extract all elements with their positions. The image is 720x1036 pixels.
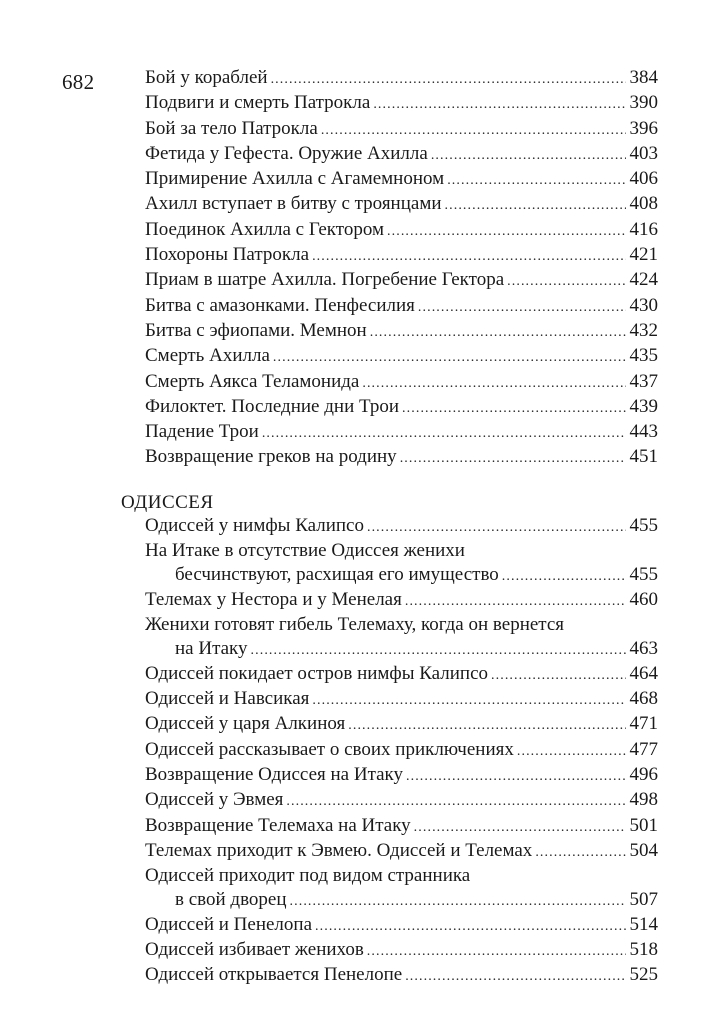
toc-entry bbox=[121, 344, 658, 369]
toc-entry-title: Смерть Аякса Теламонида bbox=[145, 370, 360, 392]
toc-entry-title: Одиссей приходит под видом странника bbox=[145, 865, 471, 887]
toc-entry-page: 471 bbox=[629, 713, 658, 735]
toc-entry bbox=[121, 91, 658, 116]
toc-entry-page: 421 bbox=[629, 244, 658, 266]
toc-entry-page: 424 bbox=[629, 269, 658, 291]
leader-dots bbox=[447, 169, 626, 192]
toc-entry bbox=[121, 218, 658, 243]
toc-entry-title: Филоктет. Последние дни Трои bbox=[145, 395, 400, 417]
toc-entry-page: 406 bbox=[629, 168, 658, 190]
toc-entry bbox=[121, 938, 658, 963]
toc-entry-page: 396 bbox=[629, 117, 658, 139]
toc-entry bbox=[121, 514, 658, 539]
toc-entry-title-continued: на Итаку bbox=[175, 637, 248, 659]
leader-dots bbox=[517, 740, 626, 763]
leader-dots bbox=[418, 296, 626, 319]
toc-entry-page: 463 bbox=[629, 637, 658, 659]
leader-dots bbox=[414, 816, 626, 839]
toc-entry-page: 507 bbox=[629, 888, 658, 910]
toc-entry bbox=[121, 814, 658, 839]
leader-dots bbox=[312, 245, 626, 268]
toc-entry-title: Битва с эфиопами. Мемнон bbox=[145, 319, 367, 341]
toc-entry bbox=[121, 66, 658, 91]
leader-dots bbox=[321, 119, 626, 142]
leader-dots bbox=[400, 447, 626, 470]
toc-entry-title: Одиссей открывается Пенелопе bbox=[145, 964, 403, 986]
toc-entry-title: Смерть Ахилла bbox=[145, 345, 270, 367]
section-title-odyssey: ОДИССЕЯ bbox=[121, 491, 214, 513]
leader-dots bbox=[491, 664, 626, 687]
toc-part-odyssey bbox=[121, 514, 658, 989]
toc-entry-title: Телемах у Нестора и у Менелая bbox=[145, 588, 402, 610]
toc-entry-page: 504 bbox=[629, 839, 658, 861]
toc-entry-page: 403 bbox=[629, 142, 658, 164]
toc-entry-title: Падение Трои bbox=[145, 421, 259, 443]
toc-entry bbox=[121, 395, 658, 420]
toc-entry-title: Возвращение Телемаха на Итаку bbox=[145, 814, 411, 836]
toc-entry-page: 477 bbox=[629, 738, 658, 760]
page-number: 682 bbox=[62, 70, 95, 94]
toc-entry-page: 430 bbox=[629, 294, 658, 316]
toc-entry bbox=[121, 420, 658, 445]
toc-entry bbox=[121, 687, 658, 712]
leader-dots bbox=[286, 790, 626, 813]
leader-dots bbox=[290, 890, 626, 913]
toc-entry-title: Подвиги и смерть Патрокла bbox=[145, 92, 371, 114]
table-of-contents bbox=[121, 66, 658, 989]
toc-entry bbox=[121, 864, 658, 913]
toc-entry-page: 443 bbox=[629, 421, 658, 443]
leader-dots bbox=[367, 516, 626, 539]
toc-entry bbox=[121, 539, 658, 588]
toc-entry-page: 518 bbox=[629, 939, 658, 961]
toc-entry-page: 460 bbox=[629, 588, 658, 610]
toc-entry-title: На Итаке в отсутствие Одиссея женихи bbox=[145, 540, 465, 562]
toc-entry-title: Битва с амазонками. Пенфесилия bbox=[145, 294, 415, 316]
toc-entry-page: 525 bbox=[629, 964, 658, 986]
toc-entry bbox=[121, 588, 658, 613]
toc-entry bbox=[121, 662, 658, 687]
toc-entry bbox=[121, 788, 658, 813]
toc-entry-page: 468 bbox=[629, 688, 658, 710]
leader-dots bbox=[405, 965, 626, 988]
toc-entry-title-continued: в свой дворец bbox=[175, 888, 287, 910]
toc-entry-page: 437 bbox=[629, 370, 658, 392]
toc-entry-page: 435 bbox=[629, 345, 658, 367]
leader-dots bbox=[405, 590, 626, 613]
leader-dots bbox=[271, 68, 626, 91]
toc-entry-page: 390 bbox=[629, 92, 658, 114]
toc-entry-title: Приам в шатре Ахилла. Погребение Гектора bbox=[145, 269, 505, 291]
toc-entry bbox=[121, 963, 658, 988]
leader-dots bbox=[262, 422, 626, 445]
toc-entry bbox=[121, 117, 658, 142]
leader-dots bbox=[312, 689, 626, 712]
toc-entry-title: Фетида у Гефеста. Оружие Ахилла bbox=[145, 142, 428, 164]
leader-dots bbox=[387, 220, 626, 243]
leader-dots bbox=[367, 940, 626, 963]
toc-entry-page: 384 bbox=[629, 67, 658, 88]
toc-entry bbox=[121, 445, 658, 470]
toc-entry-title: Телемах приходит к Эвмею. Одиссей и Телемах bbox=[145, 839, 533, 861]
leader-dots bbox=[535, 841, 626, 864]
toc-entry-page: 408 bbox=[629, 193, 658, 215]
toc-entry-title: Одиссей рассказывает о своих приключениях bbox=[145, 738, 514, 760]
toc-entry bbox=[121, 370, 658, 395]
toc-entry-title: Бой за тело Патрокла bbox=[145, 117, 318, 139]
toc-entry-page: 439 bbox=[629, 395, 658, 417]
toc-entry-page: 416 bbox=[629, 218, 658, 240]
leader-dots bbox=[362, 372, 626, 395]
toc-entry-title: Одиссей и Навсикая bbox=[145, 688, 310, 710]
toc-entry-title: Примирение Ахилла с Агамемноном bbox=[145, 168, 445, 190]
toc-entry bbox=[121, 268, 658, 293]
toc-entry-page: 455 bbox=[629, 515, 658, 537]
leader-dots bbox=[406, 765, 626, 788]
toc-entry-page: 455 bbox=[629, 563, 658, 585]
toc-entry-title: Ахилл вступает в битву с троянцами bbox=[145, 193, 442, 215]
leader-dots bbox=[502, 565, 626, 588]
leader-dots bbox=[431, 144, 626, 167]
toc-entry-title: Похороны Патрокла bbox=[145, 244, 310, 266]
toc-entry bbox=[121, 294, 658, 319]
toc-entry bbox=[121, 142, 658, 167]
toc-entry bbox=[121, 319, 658, 344]
toc-entry-title: Одиссей у царя Алкиноя bbox=[145, 713, 346, 735]
toc-entry-title-continued: бесчинствуют, расхищая его имущество bbox=[175, 563, 499, 585]
leader-dots bbox=[348, 714, 626, 737]
toc-entry-page: 498 bbox=[629, 789, 658, 811]
toc-part-iliad bbox=[121, 66, 658, 471]
toc-entry bbox=[121, 167, 658, 192]
toc-entry bbox=[121, 738, 658, 763]
leader-dots bbox=[315, 915, 626, 938]
toc-entry bbox=[121, 613, 658, 662]
toc-entry-page: 451 bbox=[629, 446, 658, 468]
leader-dots bbox=[251, 639, 626, 662]
toc-entry bbox=[121, 913, 658, 938]
toc-entry bbox=[121, 712, 658, 737]
toc-entry-title: Одиссей покидает остров нимфы Калипсо bbox=[145, 662, 489, 684]
leader-dots bbox=[402, 397, 626, 420]
toc-entry-title: Одиссей и Пенелопа bbox=[145, 913, 313, 935]
toc-entry-page: 501 bbox=[629, 814, 658, 836]
toc-entry bbox=[121, 192, 658, 217]
toc-entry bbox=[121, 243, 658, 268]
toc-entry-title: Одиссей у нимфы Калипсо bbox=[145, 515, 364, 537]
toc-entry-title: Поединок Ахилла с Гектором bbox=[145, 218, 385, 240]
toc-entry-title: Женихи готовят гибель Телемаху, когда он вернется bbox=[145, 614, 565, 636]
toc-entry-title: Возвращение Одиссея на Итаку bbox=[145, 764, 403, 786]
toc-entry-page: 464 bbox=[629, 662, 658, 684]
leader-dots bbox=[370, 321, 626, 344]
leader-dots bbox=[445, 194, 626, 217]
toc-entry-title: Одиссей у Эвмея bbox=[145, 789, 284, 811]
toc-entry-title: Возвращение греков на родину bbox=[145, 446, 397, 468]
toc-entry-title: Одиссей избивает женихов bbox=[145, 939, 364, 961]
toc-entry-page: 514 bbox=[629, 913, 658, 935]
toc-entry-page: 432 bbox=[629, 319, 658, 341]
toc-entry-title: Бой у кораблей bbox=[145, 67, 268, 88]
leader-dots bbox=[373, 93, 626, 116]
leader-dots bbox=[507, 270, 626, 293]
toc-entry bbox=[121, 763, 658, 788]
toc-entry bbox=[121, 839, 658, 864]
leader-dots bbox=[273, 346, 626, 369]
toc-entry-page: 496 bbox=[629, 764, 658, 786]
